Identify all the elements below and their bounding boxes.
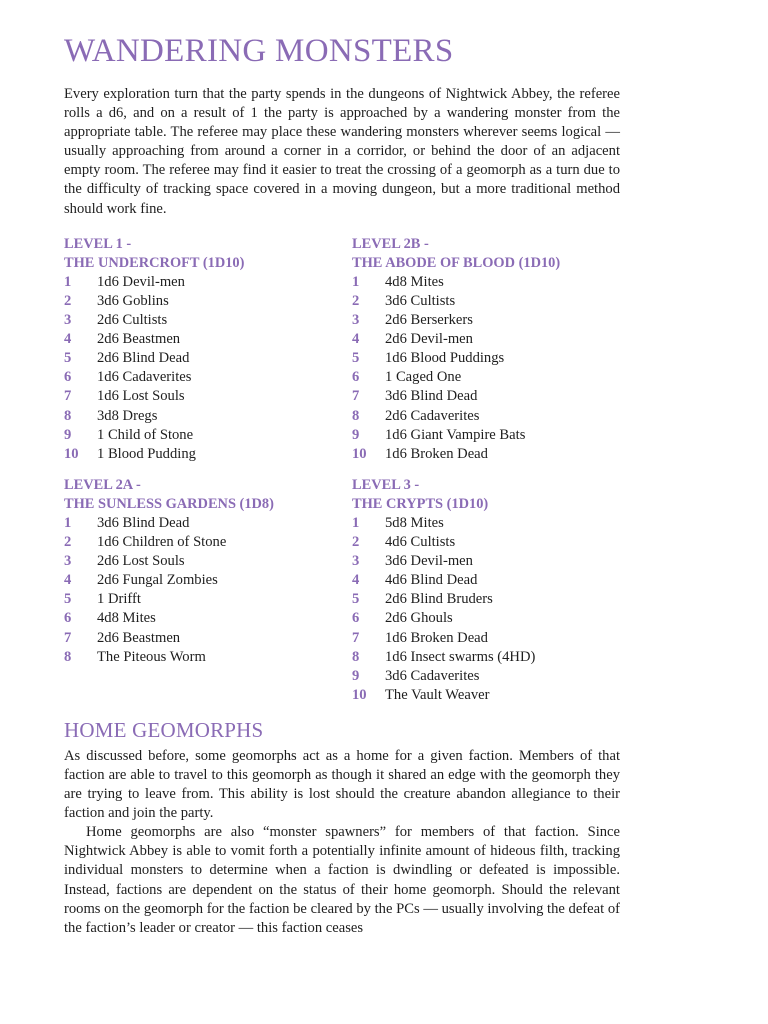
roll-number: 6 bbox=[352, 369, 360, 386]
roll-number: 5 bbox=[64, 591, 72, 608]
table-heading: LEVEL 2A - bbox=[64, 476, 141, 493]
monster-entry: 5d8 Mites bbox=[385, 514, 444, 531]
table-row bbox=[64, 514, 352, 533]
table-row bbox=[64, 571, 352, 590]
page bbox=[64, 30, 620, 938]
roll-number: 8 bbox=[64, 407, 72, 424]
monster-entry: 2d6 Fungal Zombies bbox=[97, 572, 218, 589]
monster-entry: 1 Child of Stone bbox=[97, 426, 194, 443]
monster-entry: 3d8 Dregs bbox=[97, 407, 158, 424]
monster-entry: 3d6 Cultists bbox=[385, 292, 456, 309]
table-row bbox=[352, 667, 620, 686]
monster-entry: 1d6 Broken Dead bbox=[385, 445, 488, 462]
monster-entry: 2d6 Ghouls bbox=[385, 610, 453, 627]
monster-entry: 1d6 Giant Vampire Bats bbox=[385, 426, 526, 443]
monster-entry: 2d6 Cadaverites bbox=[385, 407, 480, 424]
table-row bbox=[352, 514, 620, 533]
table-row bbox=[352, 571, 620, 590]
table-row bbox=[64, 648, 352, 667]
wandering-monster-tables bbox=[64, 235, 620, 705]
roll-number: 8 bbox=[64, 648, 72, 665]
monster-entry: 3d6 Goblins bbox=[97, 292, 169, 309]
table-row bbox=[64, 609, 352, 628]
table-row bbox=[352, 349, 620, 368]
roll-number: 8 bbox=[352, 648, 360, 665]
page-title: WANDERING MONSTERS bbox=[64, 33, 454, 69]
roll-number: 4 bbox=[64, 331, 72, 348]
table-row bbox=[64, 292, 352, 311]
roll-number: 10 bbox=[352, 686, 367, 703]
table-row bbox=[64, 387, 352, 406]
roll-number: 9 bbox=[352, 426, 360, 443]
table-heading: THE CRYPTS (1D10) bbox=[352, 495, 489, 512]
roll-number: 5 bbox=[352, 591, 360, 608]
table-row bbox=[352, 552, 620, 571]
monster-entry: 1d6 Lost Souls bbox=[97, 388, 185, 405]
monster-entry: 1d6 Insect swarms (4HD) bbox=[385, 648, 536, 665]
table-row bbox=[352, 445, 620, 464]
roll-number: 5 bbox=[352, 350, 360, 367]
roll-number: 10 bbox=[352, 445, 367, 462]
monster-entry: 2d6 Cultists bbox=[97, 312, 168, 329]
table-row bbox=[352, 368, 620, 387]
table-row bbox=[352, 609, 620, 628]
table-row bbox=[64, 368, 352, 387]
roll-number: 1 bbox=[352, 273, 360, 290]
table-row bbox=[352, 311, 620, 330]
monster-entry: 1d6 Children of Stone bbox=[97, 534, 227, 551]
roll-number: 2 bbox=[64, 292, 72, 309]
monster-entry: 2d6 Blind Bruders bbox=[385, 591, 493, 608]
roll-number: 10 bbox=[64, 445, 79, 462]
monster-entry: 4d6 Cultists bbox=[385, 534, 456, 551]
roll-number: 3 bbox=[64, 312, 72, 329]
monster-entry: 1 Blood Pudding bbox=[97, 445, 196, 462]
table-row bbox=[352, 292, 620, 311]
roll-number: 7 bbox=[352, 629, 360, 646]
roll-number: 3 bbox=[352, 312, 360, 329]
roll-number: 9 bbox=[64, 426, 72, 443]
table-heading: THE SUNLESS GARDENS (1D8) bbox=[64, 495, 274, 512]
table-row bbox=[352, 533, 620, 552]
roll-number: 6 bbox=[64, 369, 72, 386]
roll-number: 7 bbox=[64, 388, 72, 405]
section-title-home-geomorphs: HOME GEOMORPHS bbox=[64, 717, 264, 742]
roll-number: 4 bbox=[352, 572, 360, 589]
roll-number: 3 bbox=[64, 553, 72, 570]
home-geomorphs-paragraph-2: Home geomorphs are also “monster spawners” for members of that faction. Since Nightwick Abbey is able to vomit forth a potentially infinite amount of hideous filth, tracking individual monsters to determine when a faction is dwindling or defeated is impossible. Instead, factions are dependent on the status of their home geomorph. Should the relevant rooms on the geomorph for the faction be cleared by the PCs — usually involving the defeat of the faction’s leader or creator — this faction ceases bbox=[64, 824, 620, 936]
roll-number: 4 bbox=[352, 331, 360, 348]
monster-entry: 1d6 Devil-men bbox=[97, 273, 185, 290]
table-row bbox=[352, 629, 620, 648]
monster-entry: 2d6 Beastmen bbox=[97, 629, 181, 646]
roll-number: 3 bbox=[352, 553, 360, 570]
table-heading: THE ABODE OF BLOOD (1D10) bbox=[352, 254, 561, 271]
monster-entry: 3d6 Cadaverites bbox=[385, 667, 480, 684]
roll-number: 4 bbox=[64, 572, 72, 589]
table-row bbox=[352, 387, 620, 406]
monster-entry: 3d6 Devil-men bbox=[385, 553, 473, 570]
roll-number: 6 bbox=[352, 610, 360, 627]
roll-number: 8 bbox=[352, 407, 360, 424]
table-row bbox=[64, 330, 352, 349]
monster-entry: 1d6 Broken Dead bbox=[385, 629, 488, 646]
monster-entry: 2d6 Devil-men bbox=[385, 331, 473, 348]
roll-number: 6 bbox=[64, 610, 72, 627]
roll-number: 1 bbox=[64, 273, 72, 290]
table-row bbox=[64, 349, 352, 368]
table-row bbox=[352, 686, 620, 705]
roll-number: 9 bbox=[352, 667, 360, 684]
encounter-table bbox=[352, 476, 620, 705]
monster-entry: 2d6 Blind Dead bbox=[97, 350, 190, 367]
table-row bbox=[352, 273, 620, 292]
roll-number: 2 bbox=[352, 292, 360, 309]
table-row bbox=[352, 590, 620, 609]
encounter-table bbox=[352, 235, 620, 464]
table-row bbox=[64, 533, 352, 552]
monster-entry: 4d8 Mites bbox=[385, 273, 444, 290]
table-row bbox=[64, 445, 352, 464]
table-heading: LEVEL 3 - bbox=[352, 476, 420, 493]
table-row bbox=[352, 648, 620, 667]
monster-entry: 1 Drifft bbox=[97, 591, 141, 608]
encounter-table bbox=[64, 235, 352, 464]
table-row bbox=[352, 330, 620, 349]
table-row bbox=[64, 552, 352, 571]
table-heading: LEVEL 1 - bbox=[64, 235, 132, 252]
monster-entry: 1 Caged One bbox=[385, 369, 462, 386]
monster-entry: The Piteous Worm bbox=[97, 648, 206, 665]
roll-number: 5 bbox=[64, 350, 72, 367]
monster-entry: 4d6 Blind Dead bbox=[385, 572, 478, 589]
table-row bbox=[64, 590, 352, 609]
encounter-table bbox=[64, 476, 352, 705]
table-row bbox=[352, 407, 620, 426]
roll-number: 2 bbox=[352, 534, 360, 551]
monster-entry: 2d6 Lost Souls bbox=[97, 553, 185, 570]
monster-entry: 1d6 Blood Puddings bbox=[385, 350, 505, 367]
table-heading: LEVEL 2B - bbox=[352, 235, 429, 252]
table-row bbox=[64, 273, 352, 292]
intro-paragraph: Every exploration turn that the party spends in the dungeons of Nightwick Abbey, the referee rolls a d6, and on a result of 1 the party is approached by a wandering monster from the appropriate table. The referee may place these wandering monsters wherever seems logical — usually approaching from around a corner in a corridor, or behind the door of an adjacent empty room. The referee may find it easier to treat the crossing of a geomorph as a turn due to the difficulty of tracking space covered in a moving dungeon, but a more traditional method should work fine. bbox=[64, 86, 620, 217]
monster-entry: 1d6 Cadaverites bbox=[97, 369, 192, 386]
table-row bbox=[64, 426, 352, 445]
home-geomorphs-paragraph-1: As discussed before, some geomorphs act as a home for a given faction. Members of that faction are able to travel to this geomorph as though it shared an edge with the geomorph they are trying to leave from. This ability is lost should the creature abandon allegiance to their faction and join the party. bbox=[64, 747, 620, 822]
table-row bbox=[64, 311, 352, 330]
monster-entry: 3d6 Blind Dead bbox=[97, 514, 190, 531]
roll-number: 7 bbox=[64, 629, 72, 646]
monster-entry: 2d6 Beastmen bbox=[97, 331, 181, 348]
roll-number: 1 bbox=[64, 514, 72, 531]
roll-number: 7 bbox=[352, 388, 360, 405]
roll-number: 2 bbox=[64, 534, 72, 551]
monster-entry: 3d6 Blind Dead bbox=[385, 388, 478, 405]
table-row bbox=[352, 426, 620, 445]
table-row bbox=[64, 407, 352, 426]
roll-number: 1 bbox=[352, 514, 360, 531]
table-heading: THE UNDERCROFT (1D10) bbox=[64, 254, 245, 271]
monster-entry: 4d8 Mites bbox=[97, 610, 156, 627]
table-row bbox=[64, 629, 352, 648]
monster-entry: 2d6 Berserkers bbox=[385, 312, 473, 329]
monster-entry: The Vault Weaver bbox=[385, 686, 490, 703]
